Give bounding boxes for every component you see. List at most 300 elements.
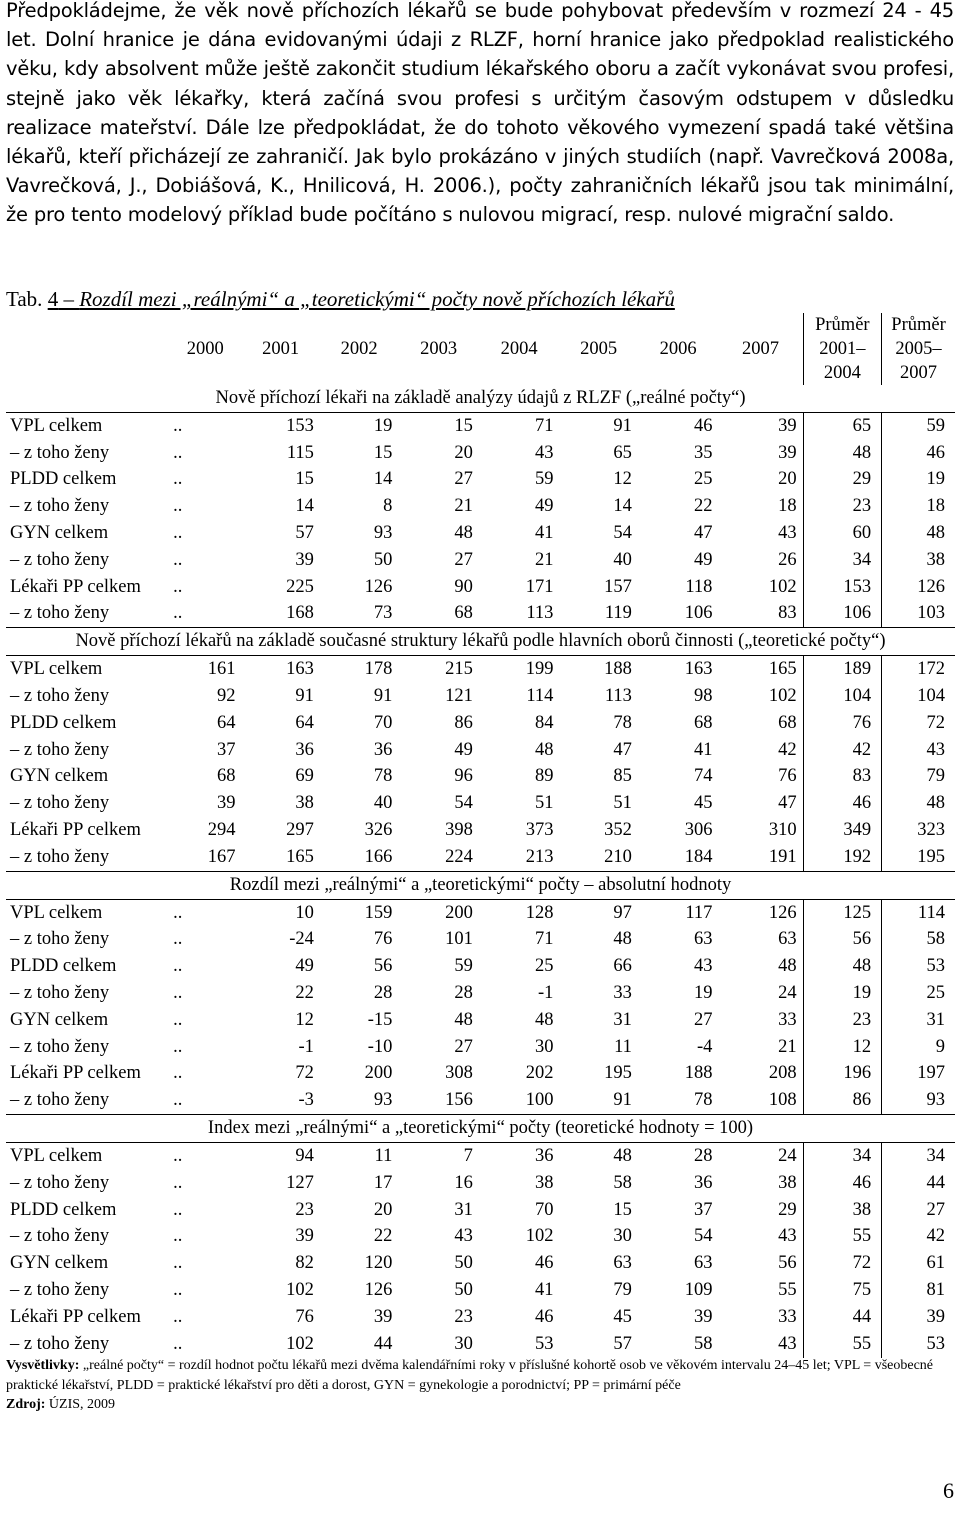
- table-cell: 79: [613, 1280, 632, 1300]
- average-cell: 34: [803, 547, 881, 574]
- table-cell: ..: [173, 1333, 183, 1354]
- table-cell: 22: [295, 983, 314, 1004]
- table-cell: 27: [454, 1036, 473, 1057]
- table-cell: 92: [216, 686, 236, 707]
- table-cell: 63: [693, 1253, 713, 1274]
- table-cell: ..: [173, 929, 183, 950]
- table-row: [6, 656, 955, 683]
- table-cell: 19: [320, 413, 398, 440]
- table-row: [6, 1197, 955, 1224]
- table-cell: 71: [479, 413, 560, 440]
- table-cell: 48: [454, 523, 473, 544]
- row-label: Lékaři PP celkem: [10, 1063, 141, 1084]
- table-cell: 113: [526, 603, 554, 624]
- row-label: – z toho ženy: [10, 603, 110, 624]
- table-cell: 308: [445, 1063, 473, 1084]
- table-cell: 76: [295, 1306, 314, 1327]
- table-cell: 44: [373, 1333, 393, 1354]
- table-cell: 94: [295, 1146, 314, 1167]
- table-cell: 51: [613, 793, 632, 814]
- row-label: PLDD celkem: [10, 469, 117, 490]
- average-cell: 104: [803, 683, 881, 710]
- table-cell: 108: [768, 1090, 797, 1111]
- table-cell: 16: [454, 1172, 473, 1193]
- table-cell: 17: [373, 1172, 393, 1193]
- table-cell: ..: [173, 576, 183, 597]
- table-cell: ..: [173, 469, 183, 490]
- table-cell: 43: [778, 523, 797, 544]
- row-label: Lékaři PP celkem: [10, 820, 141, 841]
- table-cell: 22: [693, 496, 713, 517]
- table-cell: 68: [778, 712, 797, 733]
- average-cell: 65: [803, 413, 881, 440]
- table-cell: 14: [295, 496, 314, 517]
- table-cell: ..: [173, 1146, 183, 1167]
- table-cell: 68: [693, 712, 713, 733]
- average-cell: 23: [803, 493, 881, 520]
- table-cell: 98: [693, 686, 713, 707]
- table-cell: 70: [373, 712, 393, 733]
- table-cell: 39: [295, 1226, 314, 1247]
- average-cell: 46: [803, 790, 881, 817]
- body-paragraph: Předpokládejme, že věk nově příchozích lékařů se bude pohybovat především v rozmezí 24 - 45 let. Dolní hranice je dána evidovanými údaji z RLZF, horní hranice jako předpoklad realistického věku, kdy absolvent může ještě zakončit studium lékařského oboru a začít vykonávat svou profesi, stejně jako věk lékařky, která začíná svou profesi s určitým časovým odstupem v důsledku realizace mateřství. Dále lze předpokládat, že do tohoto věkového vymezení spadá také většina lékařů, kteří přicházejí ze zahraničí. Jak bylo prokázáno v jiných studiích (např. Vavrečková 2008a, Vavrečková, J., Dobiášová, K., Hnilicová, H. 2006.), počty zahraničních lékařů jsou tak minimální, že pro tento modelový příklad bude počítáno s nulovou migrací, resp. nulové migrační saldo.: [6, 0, 954, 227]
- average-cell: 9: [882, 1034, 955, 1061]
- table-cell: 96: [454, 766, 473, 787]
- table-row: [6, 1087, 955, 1114]
- average-cell: 106: [803, 601, 881, 628]
- average-cell: 103: [882, 601, 955, 628]
- table-row: [6, 817, 955, 844]
- table-row: [6, 764, 955, 791]
- average-cell: 44: [882, 1170, 955, 1197]
- table-cell: 213: [525, 846, 554, 867]
- caption-tab: Tab.: [6, 287, 48, 311]
- table-cell: ..: [173, 1090, 183, 1111]
- table-cell: 27: [454, 549, 473, 570]
- table-caption: [6, 286, 954, 312]
- row-label: VPL celkem: [6, 413, 169, 440]
- average-cell: 195: [882, 844, 955, 871]
- table-cell: 39: [718, 413, 803, 440]
- table-cell: 48: [454, 1009, 473, 1030]
- row-label: – z toho ženy: [10, 983, 110, 1004]
- table-cell: 38: [534, 1172, 554, 1193]
- average-cell: 93: [882, 1087, 955, 1114]
- average-cell: 23: [803, 1007, 881, 1034]
- row-label: VPL celkem: [10, 659, 103, 680]
- table-row: [6, 547, 955, 574]
- row-label: VPL celkem: [10, 1146, 103, 1167]
- data-table: [6, 313, 955, 1358]
- table-cell: ..: [173, 1036, 183, 1057]
- table-cell: 54: [454, 793, 473, 814]
- table-cell: 102: [286, 1333, 314, 1354]
- row-label: GYN celkem: [10, 523, 109, 544]
- table-cell: 82: [295, 1253, 314, 1274]
- table-row: [6, 1143, 955, 1170]
- table-cell: 15: [373, 442, 393, 463]
- header-year: 2000: [186, 338, 224, 359]
- table-cell: 39: [693, 1306, 713, 1327]
- average-cell: 48: [882, 790, 955, 817]
- table-cell: 202: [525, 1063, 554, 1084]
- table-cell: 73: [373, 603, 393, 624]
- table-cell: 294: [207, 820, 236, 841]
- average-cell: 56: [803, 927, 881, 954]
- table-cell: 49: [534, 496, 554, 517]
- table-cell: 27: [693, 1009, 713, 1030]
- table-cell: 224: [445, 846, 473, 867]
- table-cell: 69: [295, 766, 314, 787]
- table-cell: 64: [295, 712, 314, 733]
- table-row: [6, 790, 955, 817]
- table-cell: 91: [613, 1090, 632, 1111]
- table-cell: 33: [778, 1306, 797, 1327]
- table-cell: 28: [454, 983, 473, 1004]
- table-cell: 58: [613, 1172, 632, 1193]
- section-title: Rozdíl mezi „reálnými“ a „teoretickými“ počty – absolutní hodnoty: [6, 871, 955, 899]
- table-row: [6, 980, 955, 1007]
- header-average-2001-2004: Průměr 2001– 2004: [803, 313, 881, 385]
- average-cell: 114: [882, 899, 955, 926]
- table-cell: 36: [693, 1172, 713, 1193]
- table-cell: 297: [286, 820, 314, 841]
- table-row: [6, 683, 955, 710]
- average-cell: 29: [803, 467, 881, 494]
- table-row: [6, 493, 955, 520]
- table-cell: 29: [778, 1199, 797, 1220]
- caption-dash: –: [58, 287, 80, 311]
- row-label: PLDD celkem: [10, 956, 117, 977]
- table-cell: 43: [778, 1333, 797, 1354]
- table-cell: 21: [778, 1036, 797, 1057]
- section-header-row: [6, 385, 955, 413]
- average-cell: 18: [882, 493, 955, 520]
- table-cell: 30: [454, 1333, 473, 1354]
- table-cell: ..: [173, 1172, 183, 1193]
- table-cell: ..: [173, 983, 183, 1004]
- average-cell: 192: [803, 844, 881, 871]
- average-cell: 81: [882, 1277, 955, 1304]
- table-cell: 85: [613, 766, 632, 787]
- table-cell: 114: [526, 686, 554, 707]
- table-cell: 47: [613, 739, 632, 760]
- average-cell: 76: [803, 710, 881, 737]
- table-cell: 128: [525, 902, 554, 923]
- table-cell: 191: [768, 846, 797, 867]
- average-cell: 86: [803, 1087, 881, 1114]
- table-cell: 25: [534, 956, 554, 977]
- table-cell: 41: [693, 739, 713, 760]
- average-cell: 125: [803, 899, 881, 926]
- table-cell: 45: [613, 1306, 632, 1327]
- table-cell: 102: [768, 686, 797, 707]
- table-cell: 64: [216, 712, 236, 733]
- table-cell: 11: [374, 1146, 393, 1167]
- row-label: PLDD celkem: [10, 1199, 117, 1220]
- table-cell: 195: [604, 1063, 632, 1084]
- average-cell: 39: [882, 1304, 955, 1331]
- table-cell: 78: [693, 1090, 713, 1111]
- table-cell: 119: [604, 603, 632, 624]
- table-row: [6, 844, 955, 871]
- table-cell: 153: [241, 413, 319, 440]
- average-cell: 48: [803, 440, 881, 467]
- table-cell: 39: [216, 793, 236, 814]
- table-cell: 10: [295, 902, 314, 923]
- average-cell: 83: [803, 764, 881, 791]
- row-label: PLDD celkem: [10, 712, 117, 733]
- table-cell: 25: [693, 469, 713, 490]
- table-cell: ..: [173, 902, 183, 923]
- table-cell: 56: [373, 956, 393, 977]
- row-label: – z toho ženy: [10, 846, 110, 867]
- table-cell: ..: [173, 549, 183, 570]
- average-cell: 19: [803, 980, 881, 1007]
- table-cell: 63: [693, 929, 713, 950]
- table-cell: 57: [613, 1333, 632, 1354]
- row-label: – z toho ženy: [10, 1280, 110, 1300]
- average-cell: 79: [882, 764, 955, 791]
- section-header-row: [6, 1115, 955, 1143]
- table-cell: 54: [613, 523, 632, 544]
- table-cell: 12: [295, 1009, 314, 1030]
- table-cell: 43: [454, 1226, 473, 1247]
- table-cell: 118: [685, 576, 713, 597]
- table-cell: 102: [768, 576, 797, 597]
- table-cell: 50: [454, 1280, 473, 1300]
- table-cell: 59: [534, 469, 554, 490]
- average-cell: 44: [803, 1304, 881, 1331]
- table-row: [6, 1224, 955, 1251]
- average-cell: 104: [882, 683, 955, 710]
- table-row: [6, 899, 955, 926]
- header-year: 2002: [340, 338, 378, 359]
- table-cell: 19: [693, 983, 713, 1004]
- table-cell: 188: [604, 659, 632, 680]
- row-label: – z toho ženy: [10, 1333, 110, 1354]
- notes-text: „reálné počty“ = rozdíl hodnot počtu lékařů mezi dvěma kalendářními roky v příslušné kohortě osob ve věkovém intervalu 24–45 let; VPL = všeobecné praktické lékařství, PLDD = praktické lékařství pro děti a dorost, GYN = gynekologie a porodnictví; PP = primární péče: [6, 1358, 934, 1393]
- table-cell: 126: [768, 902, 797, 923]
- row-label: Lékaři PP celkem: [10, 576, 141, 597]
- table-cell: 51: [534, 793, 554, 814]
- table-cell: 27: [454, 469, 473, 490]
- row-label: – z toho ženy: [10, 739, 110, 760]
- table-notes: [6, 1356, 956, 1415]
- table-cell: 23: [454, 1306, 473, 1327]
- table-cell: 41: [534, 1280, 554, 1300]
- table-cell: 31: [613, 1009, 632, 1030]
- table-cell: 78: [373, 766, 393, 787]
- table-cell: 48: [613, 1146, 632, 1167]
- table-cell: 38: [295, 793, 314, 814]
- table-cell: 208: [768, 1063, 797, 1084]
- table-cell: 20: [454, 442, 473, 463]
- table-cell: 43: [693, 956, 713, 977]
- table-cell: ..: [173, 1306, 183, 1327]
- table-cell: 43: [534, 442, 554, 463]
- table-cell: 49: [693, 549, 713, 570]
- table-cell: 46: [534, 1253, 554, 1274]
- table-cell: 157: [604, 576, 632, 597]
- table-cell: 78: [613, 712, 632, 733]
- average-cell: 19: [882, 467, 955, 494]
- row-label: – z toho ženy: [10, 1226, 110, 1247]
- table-cell: 37: [693, 1199, 713, 1220]
- table-cell: 166: [364, 846, 393, 867]
- average-cell: 43: [882, 737, 955, 764]
- table-cell: 20: [778, 469, 797, 490]
- table-row: [6, 737, 955, 764]
- row-label: – z toho ženy: [10, 496, 110, 517]
- section-title: Index mezi „reálnými“ a „teoretickými“ počty (teoretické hodnoty = 100): [6, 1115, 955, 1143]
- average-cell: 46: [803, 1170, 881, 1197]
- section-header-row: [6, 871, 955, 899]
- table-cell: 188: [684, 1063, 713, 1084]
- section-title: Nově příchozí lékaři na základě analýzy údajů z RLZF („reálné počty“): [215, 388, 746, 408]
- table-cell: 58: [693, 1333, 713, 1354]
- table-cell: 83: [778, 603, 797, 624]
- table-cell: 40: [613, 549, 632, 570]
- table-cell: 15: [613, 1199, 632, 1220]
- table-cell: 215: [445, 659, 473, 680]
- table-cell: 90: [454, 576, 473, 597]
- table-cell: 120: [364, 1253, 393, 1274]
- table-cell: 11: [614, 1036, 632, 1057]
- table-cell: 14: [613, 496, 632, 517]
- table-cell: 97: [613, 902, 632, 923]
- table-cell: 36: [295, 739, 314, 760]
- table-cell: 18: [778, 496, 797, 517]
- table-cell: 48: [534, 739, 554, 760]
- average-cell: 323: [882, 817, 955, 844]
- table-cell: 24: [778, 983, 797, 1004]
- table-cell: 100: [525, 1090, 554, 1111]
- table-cell: 352: [604, 820, 632, 841]
- table-cell: 102: [286, 1280, 314, 1300]
- table-cell: 63: [778, 929, 797, 950]
- table-cell: ..: [173, 1280, 183, 1300]
- average-cell: 55: [803, 1224, 881, 1251]
- table-cell: 68: [454, 603, 473, 624]
- table-cell: 165: [286, 846, 314, 867]
- table-cell: 39: [778, 442, 797, 463]
- table-cell: 168: [286, 603, 314, 624]
- table-row: [6, 953, 955, 980]
- average-cell: 349: [803, 817, 881, 844]
- row-label: – z toho ženy: [10, 686, 110, 707]
- header-year: 2004: [500, 338, 538, 359]
- table-cell: 167: [207, 846, 236, 867]
- table-cell: -24: [289, 929, 314, 950]
- table-cell: 30: [534, 1036, 554, 1057]
- table-row: [6, 520, 955, 547]
- table-cell: 200: [364, 1063, 393, 1084]
- table-row: [6, 1304, 955, 1331]
- header-blank: [6, 313, 169, 385]
- table-cell: ..: [169, 413, 241, 440]
- table-cell: -4: [697, 1036, 713, 1057]
- row-label: – z toho ženy: [10, 549, 110, 570]
- header-year: 2003: [420, 338, 458, 359]
- average-cell: 72: [882, 710, 955, 737]
- table-cell: 43: [778, 1226, 797, 1247]
- table-cell: -10: [367, 1036, 393, 1057]
- table-cell: 126: [364, 1280, 393, 1300]
- row-label: – z toho ženy: [10, 1090, 110, 1111]
- table-cell: 47: [778, 793, 797, 814]
- table-cell: 28: [373, 983, 393, 1004]
- average-cell: 172: [882, 656, 955, 683]
- table-row: [6, 440, 955, 467]
- table-row: [6, 1277, 955, 1304]
- table-cell: 48: [613, 929, 632, 950]
- table-cell: ..: [173, 956, 183, 977]
- row-label: GYN celkem: [10, 1253, 109, 1274]
- row-label: GYN celkem: [10, 1009, 109, 1030]
- table-cell: ..: [173, 603, 183, 624]
- table-cell: 121: [445, 686, 473, 707]
- table-cell: 45: [693, 793, 713, 814]
- table-cell: 15: [295, 469, 314, 490]
- header-year: 2005: [580, 338, 618, 359]
- row-label: – z toho ženy: [10, 1036, 110, 1057]
- table-cell: ..: [173, 1253, 183, 1274]
- table-row: [6, 1034, 955, 1061]
- table-cell: ..: [173, 1009, 183, 1030]
- table-cell: 117: [685, 902, 713, 923]
- table-cell: 26: [778, 549, 797, 570]
- table-cell: 161: [207, 659, 236, 680]
- table-cell: 115: [286, 442, 314, 463]
- table-cell: 163: [286, 659, 314, 680]
- table-cell: 24: [778, 1146, 797, 1167]
- row-label: – z toho ženy: [10, 1172, 110, 1193]
- table-cell: 326: [364, 820, 393, 841]
- table-row: [6, 927, 955, 954]
- row-label: – z toho ženy: [10, 929, 110, 950]
- table-cell: 38: [778, 1172, 797, 1193]
- average-cell: 61: [882, 1250, 955, 1277]
- table-cell: 47: [693, 523, 713, 544]
- table-cell: 31: [454, 1199, 473, 1220]
- table-cell: 48: [778, 956, 797, 977]
- table-cell: 33: [613, 983, 632, 1004]
- table-cell: 86: [454, 712, 473, 733]
- row-label: GYN celkem: [10, 766, 109, 787]
- table-cell: 21: [454, 496, 473, 517]
- table-row: [6, 1007, 955, 1034]
- table-cell: 23: [295, 1199, 314, 1220]
- average-cell: 48: [803, 953, 881, 980]
- table-row: [6, 467, 955, 494]
- table-cell: 159: [364, 902, 393, 923]
- table-cell: 59: [454, 956, 473, 977]
- row-label: – z toho ženy: [10, 442, 110, 463]
- table-cell: 33: [778, 1009, 797, 1030]
- header-year: 2007: [742, 338, 780, 359]
- table-cell: 20: [373, 1199, 393, 1220]
- table-cell: 15: [398, 413, 479, 440]
- average-cell: 48: [882, 520, 955, 547]
- table-cell: 30: [613, 1226, 632, 1247]
- table-cell: 74: [693, 766, 713, 787]
- table-cell: 50: [454, 1253, 473, 1274]
- average-cell: 189: [803, 656, 881, 683]
- table-cell: 49: [454, 739, 473, 760]
- table-cell: 57: [295, 523, 314, 544]
- table-cell: 200: [445, 902, 473, 923]
